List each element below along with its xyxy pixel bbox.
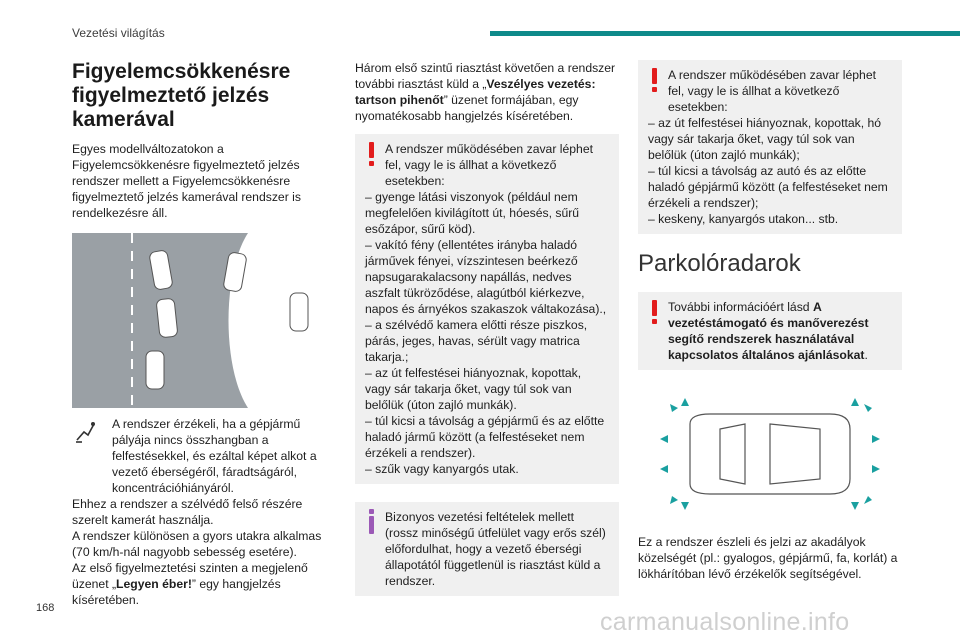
warning-box-title: A rendszer működésében zavar léphet fel, vagy le is állhat a következő esetekben: [668, 68, 876, 114]
camera-note-text-4a: Az első figyelmeztetési szinten a megjelenő üzenet „ [72, 561, 308, 591]
camera-note-text-2: Ehhez a rendszer a szélvédő felső részére szerelt kamerát használja. [72, 497, 303, 527]
section-title-parking-sensors: Parkolóradarok [638, 250, 801, 277]
warning-item: – szűk vagy kanyargós utak. [365, 462, 519, 476]
warning-item: – vakító fény (ellentétes irányba haladó járművek fényei, vízszintesen beérkező napsugarakalacsony napállás, nedves aszfalt tükröződése, alagútból kiérkezve, napos és árnyékos szakaszok váltakozása)., [365, 238, 607, 316]
warning-item: – gyenge látási viszonyok (például nem megfelelően kivilágított út, hóesés, sűrű esőzápor, sűrű köd). [365, 190, 580, 236]
reference-box [638, 292, 902, 370]
warning-box-camera [355, 134, 619, 484]
escalation-paragraph [355, 60, 619, 124]
alert-message-be-alert: Legyen éber! [116, 577, 192, 591]
watermark: carmanualsonline.info [600, 608, 850, 636]
reference-text-c: . [864, 348, 868, 362]
parking-sensor-description: Ez a rendszer észleli és jelzi az akadályok közelségét (pl.: gyalogos, gépjármű, fa, korlát) a lökhárítóban lévő érzékelők segítségével. [638, 535, 898, 581]
camera-note [72, 416, 336, 608]
camera-note-text-4 [72, 560, 336, 608]
escalation-text-a: Három első szintű riasztást követően a rendszer további riasztást küld a „ [355, 61, 616, 91]
section-title-attention-camera: Figyelemcsökkenésre figyelmeztető jelzés kamerával [72, 60, 291, 131]
warning-item: – túl kicsi a távolság a gépjármű és az előtte haladó jármű között (a felfestéseket nem érzékeli a rendszer). [365, 414, 605, 460]
reference-link-text: A vezetéstámogató és manőverezést segítő rendszerek használatával kapcsolatos általános ajánlásokat [668, 300, 869, 362]
warning-item: – az út felfestései hiányoznak, kopottak, hó vagy sár takarja őket, vagy túl sok van belőlük (úton zajló munkák); [648, 116, 882, 162]
warning-item: – keskeny, kanyargós utakon... stb. [648, 212, 839, 226]
exclamation-icon [365, 140, 379, 168]
escalation-text-c: ” üzenet formájában, egy nyomatékosabb hangjelzés kíséretében. [355, 93, 579, 123]
warning-box-title: A rendszer működésében zavar léphet fel, vagy le is állhat a következő esetekben: [385, 142, 593, 188]
reference-text-a: További információért lásd [668, 300, 813, 314]
alert-message-dangerous-driving: Veszélyes vezetés: tartson pihenőt [355, 77, 596, 107]
parking-sensor-illustration [650, 394, 890, 514]
page-number: 168 [36, 602, 55, 614]
intro-paragraph: Egyes modellváltozatokon a Figyelemcsökkenésre figyelmeztető jelzés rendszer mellett a Figyelemcsökkenésre figyelmeztető jelzés kamerával rendszer is rendelkezésre áll. [72, 142, 301, 220]
reference-text [648, 299, 892, 363]
info-box-text: Bizonyos vezetési feltételek mellett (rossz minőségű útfelület vagy erős szél) előfordulhat, hogy a vezető éberségi állapotától függetlenül is riasztást küld a rendszer. [385, 510, 606, 588]
camera-note-text-3: A rendszer különösen a gyors utakra alkalmas (70 km/h-nál nagyobb sebesség esetére). [72, 529, 322, 559]
warning-item: – túl kicsi a távolság az autó és az előtte haladó gépjármű között (a felfestéseket nem érzékeli a rendszer); [648, 164, 888, 210]
exclamation-icon [648, 66, 662, 94]
warning-box-markings [638, 60, 902, 234]
column-3 [638, 60, 902, 582]
column-2 [355, 60, 619, 596]
warning-item: – a szélvédő kamera előtti része piszkos, párás, jeges, havas, sérült vagy matrica takarja.; [365, 318, 588, 364]
info-box [355, 502, 619, 596]
info-icon [365, 508, 379, 536]
camera-note-text-4c: ” egy hangjelzés kíséretében. [72, 577, 281, 607]
camera-note-text-1: A rendszer érzékeli, ha a gépjármű pályája nincs összhangban a felfestésekkel, és ezáltal képet alkot a vezető éberségéről, fáradtságáról, koncentrációhiányáról. [112, 417, 317, 495]
header-accent-bar [490, 31, 960, 36]
warning-item: – az út felfestései hiányoznak, kopottak, vagy sár takarja őket, vagy túl sok van belőlük (úton zajló munkák). [365, 366, 582, 412]
column-1 [72, 60, 336, 608]
exclamation-icon [648, 298, 662, 326]
driver-camera-icon [72, 418, 100, 446]
lane-illustration [72, 233, 336, 408]
header-section-title: Vezetési világítás [72, 26, 165, 40]
